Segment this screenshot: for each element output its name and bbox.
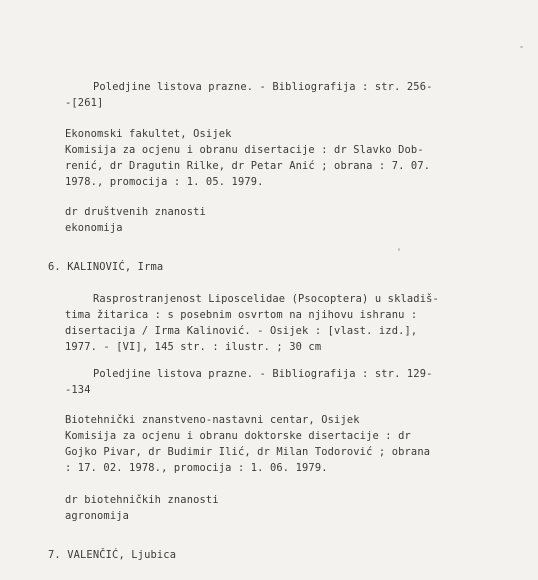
entry7-heading: 7. VALENČIĆ, Ljubica bbox=[48, 549, 177, 561]
entry6-title-line-3: disertacija / Irma Kalinović. - Osijek : [vlast. izd.], bbox=[65, 325, 418, 337]
entry5-committee-line-3: 1978., promocija : 1. 05. 1979. bbox=[65, 176, 264, 188]
entry5-note-cont: -[261] bbox=[65, 97, 104, 109]
entry6-committee-line-1: Komisija za ocjenu i obranu doktorske disertacije : dr bbox=[65, 430, 411, 442]
entry5-institution: Ekonomski fakultet, Osijek bbox=[65, 128, 232, 140]
entry6-note-cont: -134 bbox=[65, 384, 91, 396]
entry6-committee-line-3: : 17. 02. 1978., promocija : 1. 06. 1979. bbox=[65, 462, 328, 474]
entry5-committee-line-1: Komisija za ocjenu i obranu disertacije : dr Slavko Dob- bbox=[65, 144, 424, 156]
entry6-degree: dr biotehničkih znanosti bbox=[65, 494, 219, 506]
entry6-institution: Biotehnički znanstveno-nastavni centar, Osijek bbox=[65, 414, 360, 426]
entry6-title-line-1: Rasprostranjenost Liposcelidae (Psocoptera) u skladiš- bbox=[93, 293, 439, 305]
entry6-field: agronomija bbox=[65, 510, 130, 522]
entry5-field: ekonomija bbox=[65, 222, 123, 234]
entry5-committee-line-2: renić, dr Dragutin Rilke, dr Petar Anić ; obrana : 7. 07. bbox=[65, 160, 431, 172]
scan-speck bbox=[398, 248, 400, 251]
entry5-note: Poledjine listova prazne. - Bibliografija : str. 256- bbox=[93, 81, 433, 93]
entry6-title-line-2: tima žitarica : s posebnim osvrtom na njihovu ishranu : bbox=[65, 309, 418, 321]
entry6-committee-line-2: Gojko Pivar, dr Budimir Ilić, dr Milan Todorović ; obrana bbox=[65, 446, 431, 458]
scan-speck bbox=[520, 46, 523, 48]
entry5-degree: dr društvenih znanosti bbox=[65, 206, 206, 218]
entry6-heading: 6. KALINOVIĆ, Irma bbox=[48, 261, 164, 273]
entry6-note: Poledjine listova prazne. - Bibliografija : str. 129- bbox=[93, 368, 433, 380]
entry6-title-line-4: 1977. - [VI], 145 str. : ilustr. ; 30 cm bbox=[65, 341, 322, 353]
